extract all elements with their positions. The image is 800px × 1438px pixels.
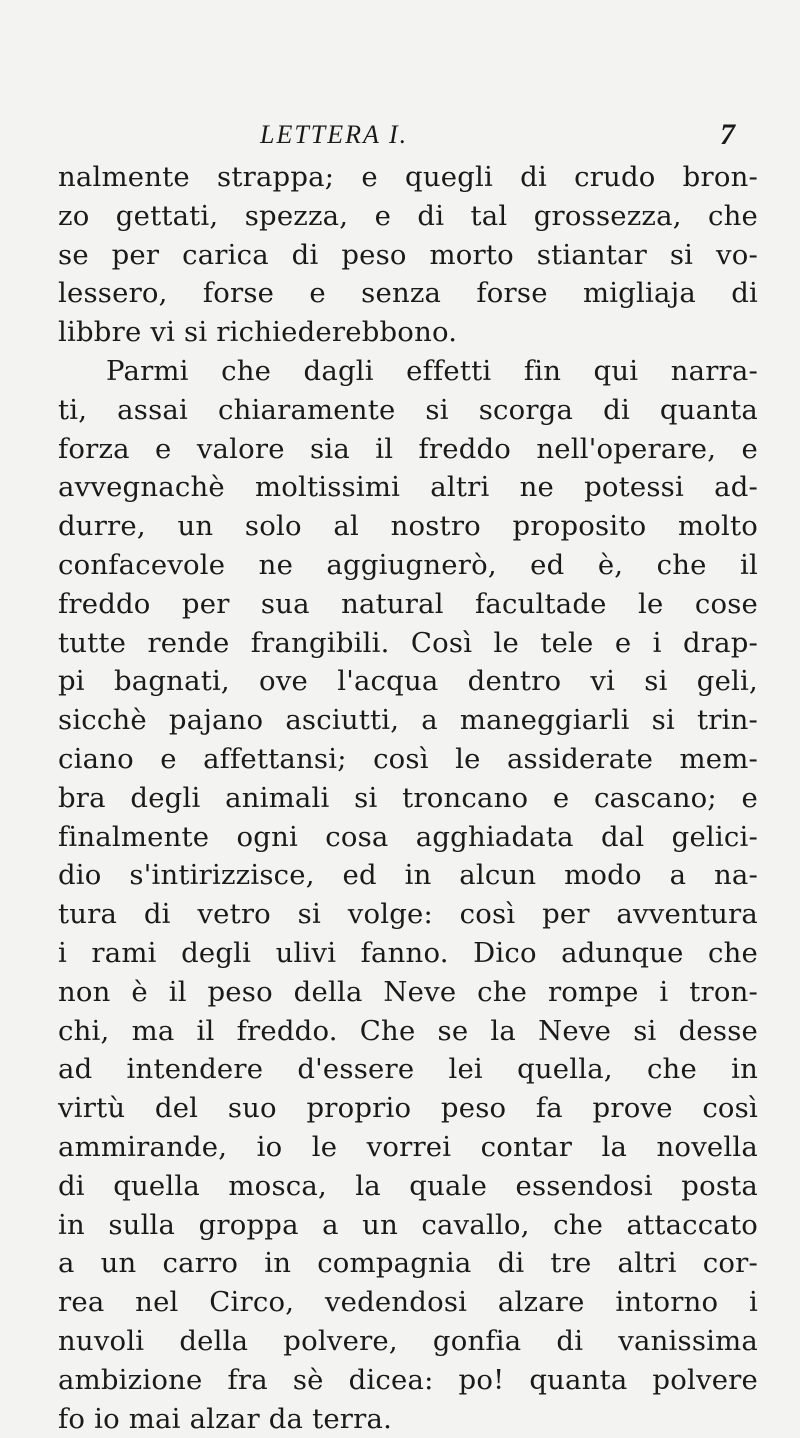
running-head: LETTERA I. [260, 120, 408, 150]
text-line: a un carro in compagnia di tre altri cor- [58, 1244, 758, 1283]
text-line: Parmi che dagli effetti fin qui narra- [58, 352, 758, 391]
text-line: tura di vetro si volge: così per avventura [58, 895, 758, 934]
text-line: nalmente strappa; e quegli di crudo bron- [58, 158, 758, 197]
text-line: di quella mosca, la quale essendosi posta [58, 1167, 758, 1206]
text-line: ambizione fra sè dicea: po! quanta polvere [58, 1361, 758, 1400]
text-line: dio s'intirizzisce, ed in alcun modo a na- [58, 856, 758, 895]
text-line: se per carica di peso morto stiantar si vo- [58, 236, 758, 275]
text-line: ti, assai chiaramente si scorga di quanta [58, 391, 758, 430]
text-line: non è il peso della Neve che rompe i tron- [58, 973, 758, 1012]
text-line: fo io mai alzar da terra. [58, 1400, 758, 1438]
text-line: libbre vi si richiederebbono. [58, 313, 758, 352]
text-line: bra degli animali si troncano e cascano; e [58, 779, 758, 818]
text-line: zo gettati, spezza, e di tal grossezza, che [58, 197, 758, 236]
text-line: i rami degli ulivi fanno. Dico adunque che [58, 934, 758, 973]
text-line: in sulla groppa a un cavallo, che attaccato [58, 1206, 758, 1245]
text-line: chi, ma il freddo. Che se la Neve si desse [58, 1012, 758, 1051]
page-number: 7 [720, 118, 735, 152]
text-line: finalmente ogni cosa agghiadata dal gelici- [58, 818, 758, 857]
text-line: forza e valore sia il freddo nell'operare, e [58, 430, 758, 469]
body-text [58, 158, 758, 1438]
text-line: rea nel Circo, vedendosi alzare intorno i [58, 1283, 758, 1322]
text-line: tutte rende frangibili. Così le tele e i drap- [58, 624, 758, 663]
text-line: virtù del suo proprio peso fa prove così [58, 1089, 758, 1128]
text-line: durre, un solo al nostro proposito molto [58, 507, 758, 546]
text-line: confacevole ne aggiugnerò, ed è, che il [58, 546, 758, 585]
text-line: sicchè pajano asciutti, a maneggiarli si trin- [58, 701, 758, 740]
text-line: ciano e affettansi; così le assiderate mem- [58, 740, 758, 779]
text-line: ammirande, io le vorrei contar la novella [58, 1128, 758, 1167]
text-line: pi bagnati, ove l'acqua dentro vi si geli, [58, 662, 758, 701]
text-line: ad intendere d'essere lei quella, che in [58, 1050, 758, 1089]
text-line: avvegnachè moltissimi altri ne potessi ad- [58, 468, 758, 507]
text-line: nuvoli della polvere, gonfia di vanissima [58, 1322, 758, 1361]
text-line: lessero, forse e senza forse migliaja di [58, 274, 758, 313]
text-line: freddo per sua natural facultade le cose [58, 585, 758, 624]
